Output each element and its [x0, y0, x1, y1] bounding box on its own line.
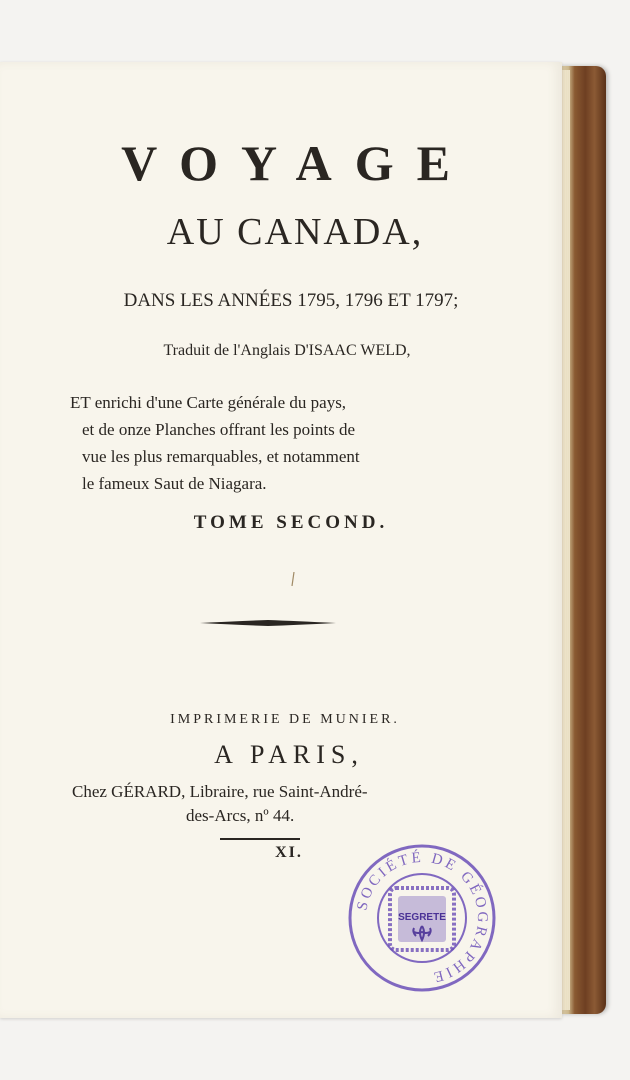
description-line: et de onze Planches offrant les points de [82, 420, 356, 439]
title-au-canada: AU CANADA, [166, 211, 424, 253]
stamp-ring-text: SOCIÉTÉ DE GÉOGRAPHIE [354, 849, 491, 986]
description-line: ET enrichi d'une Carte générale du pays, [70, 393, 347, 412]
stamp-inner-text: SEGRETE [398, 912, 446, 923]
years-line: DANS LES ANNÉES 1795, 1796 ET 1797; [123, 290, 459, 311]
ornamental-rule [200, 618, 336, 628]
pencil-mark [291, 572, 295, 586]
title-voyage: VOYAGE [121, 135, 473, 191]
printer-line: IMPRIMERIE DE MUNIER. [170, 712, 400, 727]
short-rule [220, 838, 300, 840]
publisher-block [72, 780, 492, 828]
year-numeral: XI. [275, 844, 303, 861]
publisher-line-1: Chez GÉRARD, Libraire, rue Saint-André- [72, 782, 368, 801]
publisher-line-2: des-Arcs, nº 44. [186, 806, 295, 825]
description-line: vue les plus remarquables, et notamment [82, 447, 360, 466]
city-line: A PARIS, [214, 740, 364, 769]
title-page [0, 62, 562, 1018]
library-stamp [346, 842, 498, 994]
description-block [70, 389, 490, 497]
translator-line: Traduit de l'Anglais D'ISAAC WELD, [163, 342, 411, 359]
description-line: le fameux Saut de Niagara. [82, 474, 267, 493]
volume-label: TOME SECOND. [193, 512, 389, 533]
